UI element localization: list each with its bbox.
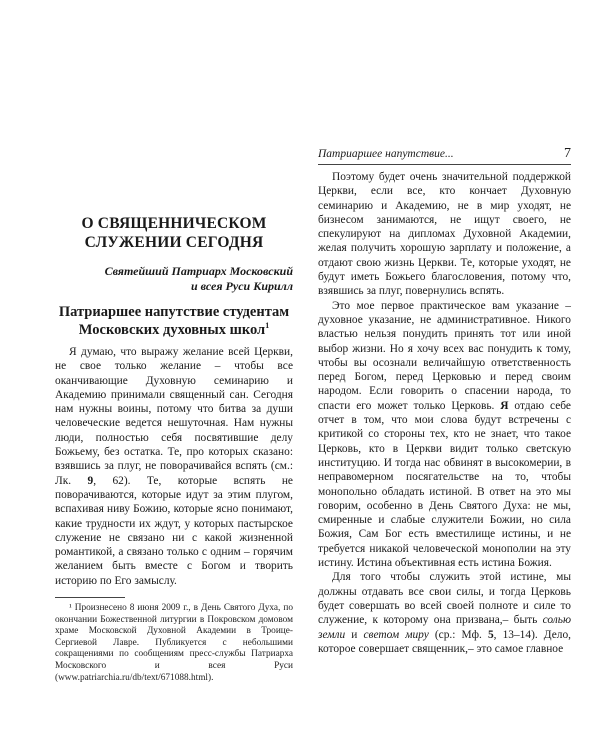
right-paragraph-3 <box>318 570 571 656</box>
bible-ref-prefix: (ср.: Мф. <box>428 628 488 641</box>
section-title <box>55 303 293 339</box>
chapter-title: О СВЯЩЕННИЧЕСКОМ СЛУЖЕНИИ СЕГОДНЯ <box>81 215 267 251</box>
conjunction: и <box>345 628 364 641</box>
light-of-world-phrase: светом миру <box>363 628 429 641</box>
section-title-text: Патриаршее напутствие студентам Московских духовных школ <box>58 304 290 338</box>
footnote-divider <box>55 597 125 598</box>
right-paragraph-2 <box>318 299 571 571</box>
right-paragraph-3-part-b: , 13–14). Дело, которое совершает священник,– это самое главное <box>318 628 571 655</box>
author-line-2: и всея Руси Кирилл <box>190 279 293 293</box>
left-page-column <box>55 214 293 684</box>
right-paragraph-3-part-a: Для того чтобы служить этой истине, мы должны отдавать все свои силы, и тогда Церковь будет совершать во всей своей полноте и силе то служение, к которому она призвана,– быть <box>318 571 571 627</box>
bible-ref-chapter: 9 <box>87 474 94 487</box>
footnote-text: ¹ Произнесено 8 июня 2009 г., в День Святого Духа, по окончании Божественной литургии в Покровском домовом храме Московской Духовной Академии в Троице-Сергиевой Лавре. Публикуется с небольшими сокращениями по сообщениям пресс-службы Патриарха Московского и всея Руси (www.patriarchia.ru/db/text/671088.html). <box>55 603 293 683</box>
bible-ref-chapter-2: 5 <box>487 628 494 641</box>
running-header <box>318 146 571 165</box>
right-paragraph-1: Поэтому будет очень значительной поддержкой Церкви, если все, кто кончает Духовную семинарию и Академию, не в мир уходят, не бизнесом занимаются, не ищут своего, не спекулируют на дипломах Духовной Академии, желая получить хорошую зарплату и положение, а отдают свою жизнь Церкви. Те, которые уходят, не будут иметь Божьего благословения, потому что, взявшись за плуг, повернулись вспять. <box>318 171 571 298</box>
right-paragraph-2-part-b: отдаю себе отчет в том, что мои слова будут встречены с критикой со стороны тех, кто не знает, что такое Церковь, кто в Церкви видит только светскую институцию. И тогда нас обвинят в высокомерии, в неправомерном посягательстве на то, чтобы монопольно обладать истиной. В ответ на это мы говорим, особенно в День Святого Духа: не мы, смиренные и слабые служители Божии, но сила Божия, Сам Бог есть вместилище истины, и не требуется никакой человеческой монополии на эту истину. Истина объективная есть истина Божия. <box>318 399 571 570</box>
left-paragraph-part-b: , 62). Те, которые вспять не поворачиваются, которые идут за этим плугом, вспахивая ниву Божию, которые ясно понимают, какие трудности их ждут, у которых пастырское служение не связано ни с какой жизненной романтикой, а связано только с одним – горячим желанием быть вместе с Богом и творить историю по Его замыслу. <box>55 474 293 587</box>
page-number: 7 <box>564 146 571 161</box>
salt-of-earth-phrase: солью земли <box>318 614 571 641</box>
left-paragraph-part-a: Я думаю, что выражу желание всей Церкви, не свое только желание – чтобы все оканчивающие Духовную семинарию и Академию принимали священный сан. Сегодня нам нужны воины, потому что битва за души человеческие ведется нешуточная. Нам нужны люди, полностью себя посвятившие делу Божьему, без остатка. Те, про которых сказано: взявшись за плуг, не поворачивайся вспять (см.: Лк. <box>55 346 293 487</box>
right-page-column <box>318 170 571 656</box>
right-paragraph-2-bold: Я <box>500 399 509 412</box>
left-paragraph <box>55 345 293 588</box>
footnote-marker: 1 <box>265 321 270 331</box>
author-line-1: Святейший Патриарх Московский <box>104 264 293 278</box>
running-title: Патриаршее напутствие... <box>318 148 454 160</box>
right-paragraph-2-part-a: Это мое первое практическое вам указание – духовное указание, не административное. Никого властью нельзя понудить принять тот или иной выбор жизни. Но я хочу всех вас понудить к тому, чтобы вы осознали величайшую ответственность перед Богом, перед Церковью и перед своим народом. Если говорить о спасении народа, то спасти его может только Церковь. <box>318 299 571 412</box>
author-byline <box>55 264 293 294</box>
